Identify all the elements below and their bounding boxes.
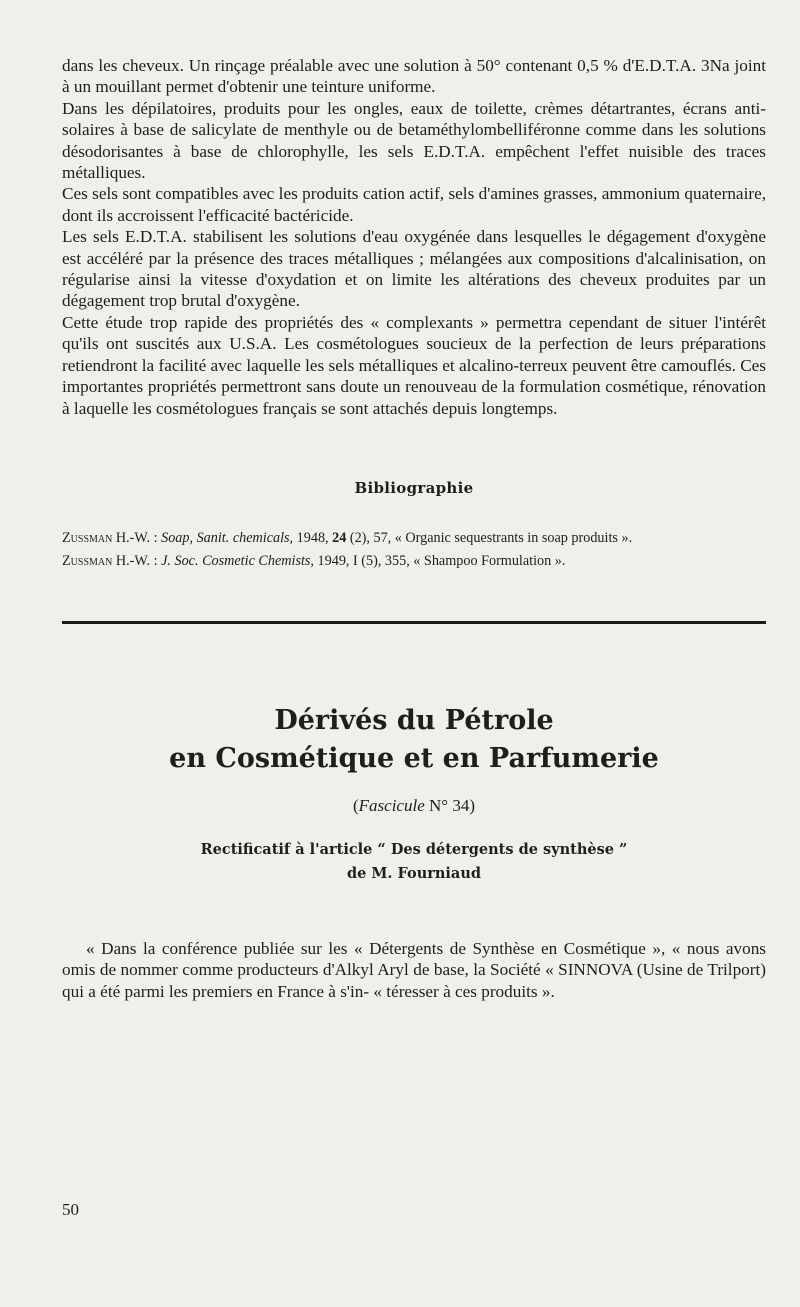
ref-volume: 24 (332, 529, 347, 546)
ref-journal: J. Soc. Cosmetic Chemists, (161, 552, 314, 569)
page-content (62, 55, 766, 1002)
body-paragraph: Cette étude trop rapide des propriétés des « complexants » permettra cependant de situer l'intérêt qu'ils ont suscités aux U.S.A. Les cosmétologues soucieux de la perfection de leurs préparations retiendront la facilité avec laquelle les sels métalliques et alcalino-terreux peuvent être camouflés. Ces importantes propriétés permettront sans doute un renouveau de la formulation cosmétique, rénovation à laquelle les cosmétologues français se sont attachés depuis longtemps. (62, 312, 766, 418)
body-paragraph: Dans les dépilatoires, produits pour les ongles, eaux de toilette, crèmes détartrantes, écrans anti-solaires à base de salicylate de menthyle ou de betaméthylombelliféronne comme dans les solutions désodorisantes à base de chlorophylle, les sels E.D.T.A. empêchent l'effet nuisible des traces métalliques. (62, 98, 766, 183)
section-divider (62, 621, 766, 624)
bibliography-entry (62, 552, 766, 571)
article-title-line-1: Dérivés du Pétrole (274, 704, 554, 736)
ref-year: 1949, (317, 552, 350, 569)
ref-details: (2), 57, « Organic sequestrants in soap produits ». (349, 529, 633, 546)
ref-author: Zussman H.-W. : (62, 529, 158, 546)
ref-year: 1948, (296, 529, 329, 546)
rectificatif-author: de M. Fourniaud (346, 864, 482, 882)
rectificatif-heading: Rectificatif à l'article “ Des détergents de synthèse ” (200, 840, 628, 858)
ref-journal: Soap, Sanit. chemicals, (161, 529, 294, 546)
body-paragraph: dans les cheveux. Un rinçage préalable avec une solution à 50° contenant 0,5 % d'E.D.T.A. 3Na joint à un mouillant permet d'obtenir une teinture uniforme. (62, 56, 766, 97)
body-paragraph: Ces sels sont compatibles avec les produits cation actif, sels d'amines grasses, ammonium quaternaire, dont ils accroissent l'efficacité bactéricide. (62, 184, 766, 225)
ref-volume: I (353, 552, 358, 569)
bibliography-heading: Bibliographie (354, 478, 474, 497)
quote-paragraph: « Dans la conférence publiée sur les « Détergents de Synthèse en Cosmétique », « nous avons omis de nommer comme producteurs d'Alkyl Aryl de base, la Société « SINNOVA (Usine de Trilport) qui a été parmi les premiers en France à s'in- « téresser à ces produits ». (62, 938, 766, 1001)
body-paragraph: Les sels E.D.T.A. stabilisent les solutions d'eau oxygénée dans lesquelles le dégagement d'oxygène est accéléré par la présence des traces métalliques ; mélangées aux compositions d'alcalinisation, on régularise ainsi la vitesse d'oxydation et on limite les altérations des cheveux produites par un dégagement trop brutal d'oxygène. (62, 227, 766, 311)
article-title-line-2: en Cosmétique et en Parfumerie (169, 742, 659, 774)
ref-author: Zussman H.-W. : (62, 552, 158, 569)
rectificatif-quote (62, 938, 766, 1002)
fascicule-label: Fascicule (358, 795, 425, 815)
page-number: 50 (62, 1200, 79, 1219)
bibliography-entry (62, 529, 766, 548)
fascicule-number: N° 34 (429, 795, 470, 815)
ref-details: (5), 355, « Shampoo Formulation ». (361, 552, 566, 569)
fascicule-note: (Fascicule N° 34) (352, 795, 475, 815)
